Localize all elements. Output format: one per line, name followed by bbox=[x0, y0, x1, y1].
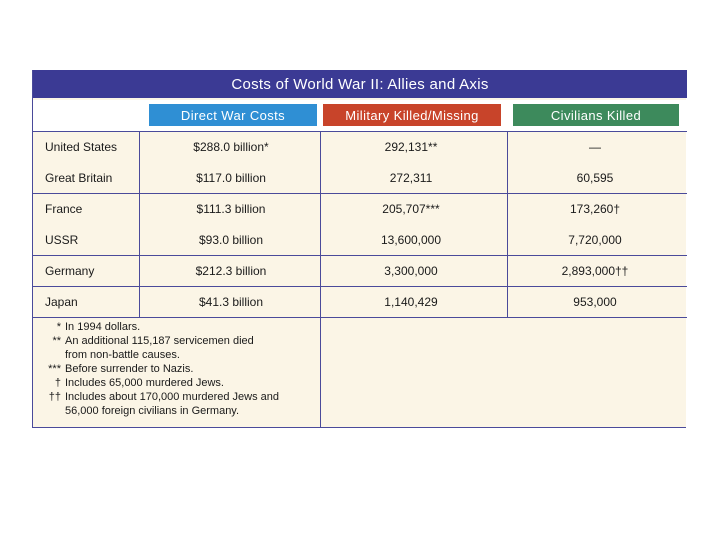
footnote-text: An additional 115,187 servicemen died bbox=[65, 335, 254, 347]
military-cell: 292,131** bbox=[384, 140, 438, 154]
military-cell: 205,707*** bbox=[382, 202, 440, 216]
direct-cost-cell: $41.3 billion bbox=[198, 295, 264, 309]
footnote-text: Before surrender to Nazis. bbox=[65, 363, 194, 375]
footnote bbox=[33, 348, 321, 362]
footnote-mark: ** bbox=[52, 335, 61, 347]
footnote-mark: * bbox=[56, 321, 61, 333]
civilians-cell: 7,720,000 bbox=[568, 233, 622, 247]
footnote bbox=[33, 334, 321, 348]
country-cell: United States bbox=[45, 140, 118, 154]
direct-cost-cell: $288.0 billion* bbox=[193, 140, 269, 154]
civilians-cell: 2,893,000†† bbox=[561, 264, 629, 278]
table-row bbox=[33, 256, 687, 286]
direct-cost-cell: $212.3 billion bbox=[195, 264, 267, 278]
country-cell: Germany bbox=[45, 264, 95, 278]
military-cell: 3,300,000 bbox=[384, 264, 438, 278]
footnote-mark: †† bbox=[48, 391, 61, 403]
direct-cost-cell: $117.0 billion bbox=[196, 171, 266, 185]
footnote-text: from non-battle causes. bbox=[65, 349, 180, 361]
footnote bbox=[33, 320, 321, 334]
table-row bbox=[33, 163, 687, 193]
header-military-killed: Military Killed/Missing bbox=[323, 104, 501, 126]
direct-cost-cell: $93.0 billion bbox=[198, 233, 264, 247]
footnote-text: In 1994 dollars. bbox=[65, 321, 141, 333]
country-cell: France bbox=[45, 202, 83, 216]
footnote-mark bbox=[33, 348, 65, 362]
footnote bbox=[33, 376, 321, 390]
civilians-cell: — bbox=[589, 140, 601, 154]
header-civilians-killed: Civilians Killed bbox=[513, 104, 679, 126]
footnote-text: Includes 65,000 murdered Jews. bbox=[65, 377, 224, 389]
table-row bbox=[33, 225, 687, 255]
military-cell: 272,311 bbox=[389, 171, 433, 185]
civilians-cell: 60,595 bbox=[576, 171, 614, 185]
footnote-text: Includes about 170,000 murdered Jews and bbox=[65, 391, 280, 403]
footnotes bbox=[33, 320, 321, 418]
country-cell: Great Britain bbox=[45, 171, 113, 185]
footnote-mark bbox=[33, 404, 65, 418]
country-cell: Japan bbox=[45, 295, 78, 309]
header-direct-war-costs: Direct War Costs bbox=[149, 104, 317, 126]
row-divider bbox=[33, 317, 687, 318]
military-cell: 13,600,000 bbox=[380, 233, 442, 247]
footnote bbox=[33, 404, 321, 418]
table-row bbox=[33, 194, 687, 224]
footnote-mark: † bbox=[54, 377, 61, 389]
footnote bbox=[33, 362, 321, 376]
civilians-cell: 953,000 bbox=[573, 295, 617, 309]
footnote bbox=[33, 390, 321, 404]
war-costs-table bbox=[32, 70, 686, 428]
table-title: Costs of World War II: Allies and Axis bbox=[33, 70, 687, 98]
military-cell: 1,140,429 bbox=[384, 295, 438, 309]
table-row bbox=[33, 132, 687, 162]
footnote-text: 56,000 foreign civilians in Germany. bbox=[65, 405, 240, 417]
country-cell: USSR bbox=[45, 233, 79, 247]
table-row bbox=[33, 287, 687, 317]
footnote-mark: *** bbox=[48, 363, 61, 375]
direct-cost-cell: $111.3 billion bbox=[196, 202, 266, 216]
civilians-cell: 173,260† bbox=[569, 202, 621, 216]
